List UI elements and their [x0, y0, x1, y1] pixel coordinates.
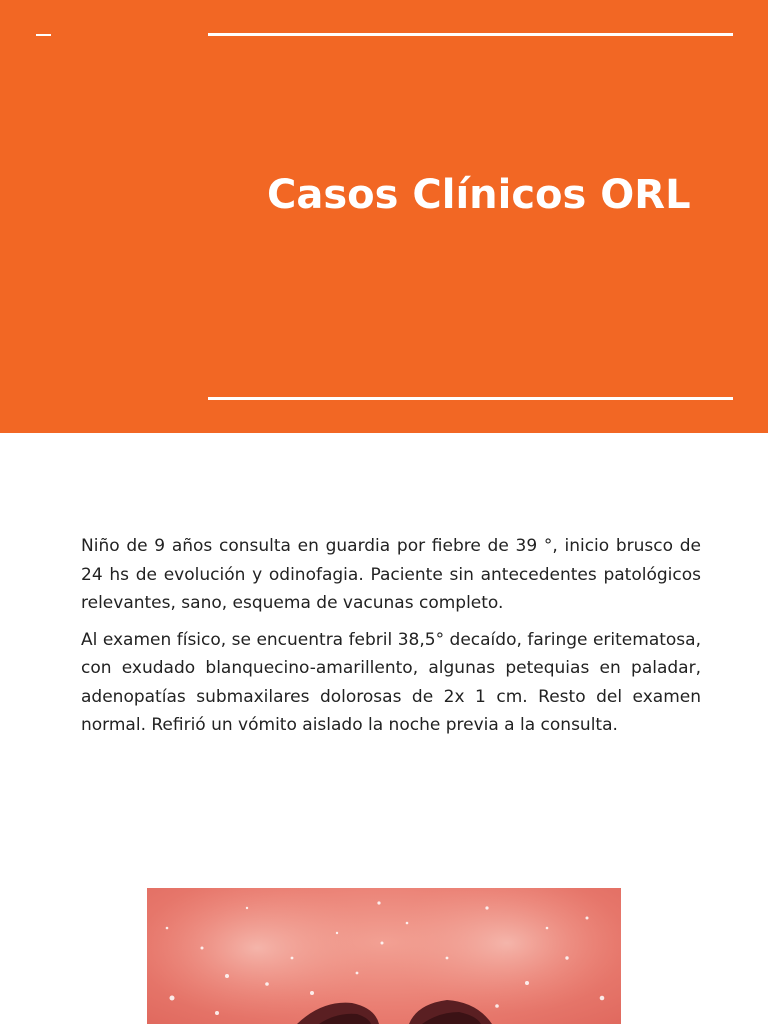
case-paragraph-exam: Al examen físico, se encuentra febril 38,5° decaído, faringe eritematosa, con exudado blanquecino-amarillento, algunas petequias en paladar, adenopatías submaxilares dolorosas de 2x 1 cm. Resto del examen normal. Refirió un vómito aislado la noche previa a la consulta. [81, 629, 701, 735]
slide-title: Casos Clínicos ORL [267, 172, 691, 218]
throat-photo-illustration [147, 888, 621, 1024]
throat-photo [147, 888, 621, 1024]
title-banner [0, 0, 768, 433]
case-paragraph-history: Niño de 9 años consulta en guardia por fiebre de 39 °, inicio brusco de 24 hs de evolución y odinofagia. Paciente sin antecedentes patológicos relevantes, sano, esquema de vacunas completo. [81, 536, 701, 613]
bottom-rule-line [208, 397, 733, 400]
case-description [81, 532, 701, 748]
decorative-dash [36, 34, 51, 36]
top-rule-line [208, 33, 733, 36]
